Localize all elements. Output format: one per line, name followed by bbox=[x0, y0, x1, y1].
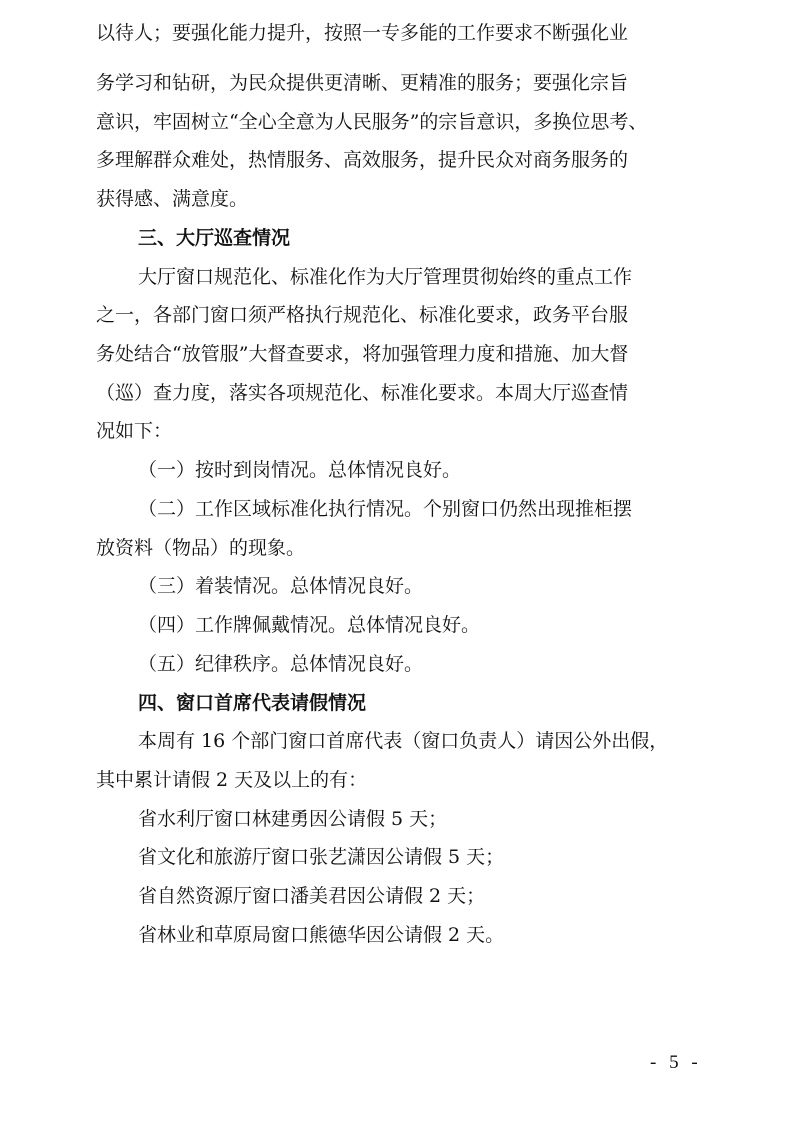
body-line: 务学习和钻研，为民众提供更清晰、更精准的服务；要强化宗旨 bbox=[96, 72, 629, 94]
body-line: 本周有 16 个部门窗口首席代表（窗口负责人）请因公外出假， bbox=[138, 730, 669, 752]
body-line: 大厅窗口规范化、标准化作为大厅管理贯彻始终的重点工作 bbox=[138, 266, 633, 288]
body-line: 之一，各部门窗口须严格执行规范化、标准化要求，政务平台服 bbox=[96, 304, 629, 326]
body-line: 务处结合“放管服”大督查要求，将加强管理力度和措施、加大督 bbox=[96, 343, 629, 365]
body-line: 获得感、满意度。 bbox=[96, 188, 249, 210]
body-line: 其中累计请假 2 天及以上的有： bbox=[96, 769, 368, 791]
leave-entry: 省文化和旅游厅窗口张艺潇因公请假 5 天； bbox=[138, 846, 505, 868]
list-item: （二）工作区域标准化执行情况。个别窗口仍然出现推柜摆 bbox=[138, 498, 633, 520]
body-line: 以待人；要强化能力提升，按照一专多能的工作要求不断强化业 bbox=[96, 22, 629, 44]
body-line: 多理解群众难处，热情服务、高效服务，提升民众对商务服务的 bbox=[96, 149, 629, 171]
section-heading-hall-inspection: 三、大厅巡查情况 bbox=[138, 227, 291, 249]
list-item: （三）着装情况。总体情况良好。 bbox=[138, 575, 424, 597]
leave-entry: 省水利厅窗口林建勇因公请假 5 天； bbox=[138, 808, 448, 830]
leave-entry: 省自然资源厅窗口潘美君因公请假 2 天； bbox=[138, 885, 486, 907]
leave-entry: 省林业和草原局窗口熊德华因公请假 2 天。 bbox=[138, 924, 505, 946]
page-number: - 5 - bbox=[650, 1052, 702, 1073]
section-heading-leave: 四、窗口首席代表请假情况 bbox=[138, 692, 367, 714]
body-line: 况如下： bbox=[96, 420, 173, 442]
list-item: （五）纪律秩序。总体情况良好。 bbox=[138, 653, 424, 675]
body-line: 意识，牢固树立“全心全意为人民服务”的宗旨意识，多换位思考、 bbox=[96, 111, 648, 133]
list-item: （一）按时到岗情况。总体情况良好。 bbox=[138, 459, 462, 481]
body-line: （巡）查力度，落实各项规范化、标准化要求。本周大厅巡查情 bbox=[96, 382, 629, 404]
list-item: （四）工作牌佩戴情况。总体情况良好。 bbox=[138, 614, 481, 636]
list-item-continuation: 放资料（物品）的现象。 bbox=[96, 537, 306, 559]
